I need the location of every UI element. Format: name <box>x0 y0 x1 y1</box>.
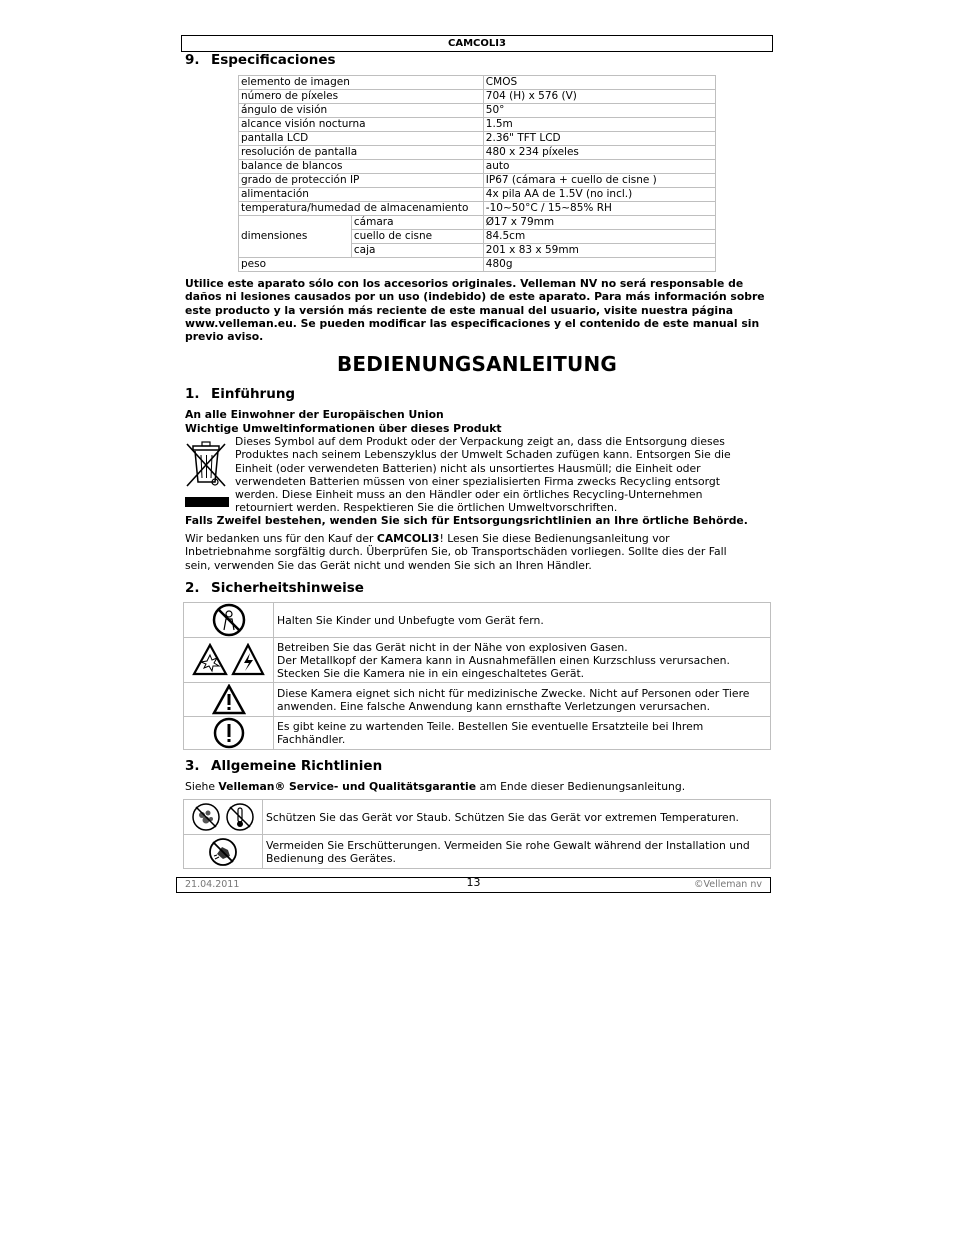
spec-value: 50° <box>483 104 715 118</box>
page-number: 13 <box>466 876 481 889</box>
dimensions-label: dimensiones <box>239 216 352 258</box>
footer-date: 21.04.2011 <box>185 879 240 890</box>
exclamation-circle-icon <box>184 717 274 750</box>
spec-table <box>238 75 716 272</box>
dimension-part: caja <box>351 244 483 258</box>
footer-copyright: ©Velleman nv <box>694 879 762 890</box>
guideline-line: Vermeiden Sie Erschütterungen. Vermeiden Sie rohe Gewalt während der Installation und <box>266 838 750 852</box>
safety-line: Halten Sie Kinder und Unbefugte vom Gerät fern. <box>277 613 544 627</box>
environment-subheading: Wichtige Umweltinformationen über dieses Produkt <box>185 422 502 435</box>
spec-value: 1.5m <box>483 118 715 132</box>
spec-label: número de píxeles <box>239 90 484 104</box>
disclaimer-line: este producto y la versión más reciente de este manual del usuario, visite nuestra página <box>185 303 734 317</box>
guideline-line: Schützen Sie das Gerät vor Staub. Schützen Sie das Gerät vor extremen Temperaturen. <box>266 810 739 824</box>
table-row <box>239 216 716 230</box>
spec-label: resolución de pantalla <box>239 146 484 160</box>
safety-table <box>183 602 771 750</box>
keep-away-from-children-icon <box>184 603 274 638</box>
disclaimer <box>185 277 775 343</box>
table-row <box>184 835 771 869</box>
eu-subheading: An alle Einwohner der Europäischen Union <box>185 408 444 421</box>
safety-line: Stecken Sie die Kamera nie in ein eingeschaltetes Gerät. <box>277 666 585 680</box>
spec-value: 2.36" TFT LCD <box>483 132 715 146</box>
table-row <box>184 683 771 717</box>
section-heading-einfuehrung <box>185 386 295 402</box>
spec-value: auto <box>483 160 715 174</box>
spec-label: balance de blancos <box>239 160 484 174</box>
spec-label: peso <box>239 258 484 272</box>
table-row <box>184 638 771 683</box>
manual-title: BEDIENUNGSANLEITUNG <box>336 352 618 376</box>
weee-line: werden. Diese Einheit muss an den Händler oder ein örtliches Recycling-Unternehmen <box>235 488 703 502</box>
section-heading-especificaciones <box>185 52 336 68</box>
table-row <box>184 603 771 638</box>
disclaimer-line: previo aviso. <box>185 330 264 344</box>
safety-text <box>274 717 771 750</box>
spec-label: alimentación <box>239 188 484 202</box>
spec-value: IP67 (cámara + cuello de cisne ) <box>483 174 715 188</box>
weee-line: Produktes nach seinem Lebenszyklus der Umwelt Schaden zufügen kann. Entsorgen Sie die <box>235 448 731 462</box>
safety-line: anwenden. Eine falsche Anwendung kann ernsthafte Verletzungen verursachen. <box>277 699 711 713</box>
thanks-text: ! Lesen Sie diese Bedienungsanleitung vor <box>439 532 670 545</box>
table-row <box>184 717 771 750</box>
safety-text <box>274 683 771 717</box>
guideline-text <box>263 800 771 835</box>
table-row <box>239 160 716 174</box>
spec-label: alcance visión nocturna <box>239 118 484 132</box>
dimension-value: 84.5cm <box>483 230 715 244</box>
dimension-value: Ø17 x 79mm <box>483 216 715 230</box>
weee-bin-icon <box>185 440 229 510</box>
safety-line: Fachhändler. <box>277 733 346 746</box>
section-title: Einführung <box>211 386 296 402</box>
guideline-text <box>263 835 771 869</box>
safety-line: Der Metallkopf der Kamera kann in Ausnahmefällen einen Kurzschluss verursachen. <box>277 653 730 667</box>
spec-value: 480g <box>483 258 715 272</box>
safety-text <box>274 603 771 638</box>
warranty-text: Siehe <box>185 780 219 793</box>
weee-text <box>235 435 775 515</box>
table-row <box>239 174 716 188</box>
spec-value: -10~50°C / 15~85% RH <box>483 202 715 216</box>
thanks-paragraph <box>185 532 775 572</box>
weee-line: verwendeten Batterien müssen von einer spezialisierten Firma zwecks Recycling entsorgt <box>235 474 720 488</box>
section-number: 3. <box>185 758 200 774</box>
dimension-value: 201 x 83 x 59mm <box>483 244 715 258</box>
thanks-line: sein, verwenden Sie das Gerät nicht und wenden Sie sich an Ihren Händler. <box>185 558 592 572</box>
weee-line: retourniert werden. Respektieren Sie die örtlichen Umweltvorschriften. <box>235 501 618 515</box>
weee-line: Dieses Symbol auf dem Produkt oder der Verpackung zeigt an, dass die Entsorgung dieses <box>235 435 725 448</box>
guideline-line: Bedienung des Gerätes. <box>266 851 396 865</box>
thanks-line <box>185 532 775 545</box>
table-row <box>239 76 716 90</box>
spec-value: 704 (H) x 576 (V) <box>483 90 715 104</box>
spec-label: elemento de imagen <box>239 76 484 90</box>
dimension-part: cuello de cisne <box>351 230 483 244</box>
thanks-line: Inbetriebnahme sorgfältig durch. Überprüfen Sie, ob Transportschäden vorliegen. Sollte dies der Fall <box>185 545 727 559</box>
spec-label: grado de protección IP <box>239 174 484 188</box>
document-header: CAMCOLI3 <box>181 35 773 52</box>
safety-line: Diese Kamera eignet sich nicht für medizinische Zwecke. Nicht auf Personen oder Tiere <box>277 686 750 700</box>
safety-line: Betreiben Sie das Gerät nicht in der Nähe von explosiven Gasen. <box>277 640 628 654</box>
safety-line: Es gibt keine zu wartenden Teile. Bestellen Sie eventuelle Ersatzteile bei Ihrem <box>277 720 704 733</box>
section-title: Especificaciones <box>211 52 336 68</box>
section-title: Allgemeine Richtlinien <box>211 758 383 774</box>
table-row <box>239 104 716 118</box>
warranty-text: am Ende dieser Bedienungsanleitung. <box>476 780 686 793</box>
table-row <box>239 202 716 216</box>
warranty-title: Velleman® Service- und Qualitätsgarantie <box>218 780 477 793</box>
spec-value: CMOS <box>483 76 715 90</box>
disclaimer-line: daños ni lesiones causados por un uso (indebido) de este aparato. Para más información sobre <box>185 290 765 304</box>
section-number: 9. <box>185 52 200 68</box>
safety-text <box>274 638 771 683</box>
section-heading-allgemeine-richtlinien <box>185 758 382 774</box>
spec-label: ángulo de visión <box>239 104 484 118</box>
section-number: 1. <box>185 386 200 402</box>
weee-line: Einheit (oder verwendeten Batterien) nicht als unsortiertes Hausmüll; die Einheit oder <box>235 461 701 475</box>
table-row <box>239 90 716 104</box>
spec-value: 480 x 234 píxeles <box>483 146 715 160</box>
section-heading-sicherheitshinweise <box>185 580 364 596</box>
table-row <box>239 118 716 132</box>
table-row <box>239 258 716 272</box>
table-row <box>184 800 771 835</box>
thanks-model: CAMCOLI3 <box>376 532 440 545</box>
dust-and-temperature-icon <box>184 800 263 835</box>
disclaimer-line: Utilice este aparato sólo con los accesorios originales. Velleman NV no será responsable de <box>185 277 744 290</box>
warning-triangle-icon <box>184 683 274 717</box>
table-row <box>239 188 716 202</box>
disclaimer-line: www.velleman.eu. Se pueden modificar las especificaciones y el contenido de este manual sin <box>185 316 760 330</box>
no-shock-icon <box>184 835 263 869</box>
warranty-reference <box>185 780 685 793</box>
table-row <box>239 132 716 146</box>
doubt-notice: Falls Zweifel bestehen, wenden Sie sich für Entsorgungsrichtlinien an Ihre örtliche Behörde. <box>185 514 748 527</box>
spec-label: pantalla LCD <box>239 132 484 146</box>
section-title: Sicherheitshinweise <box>211 580 364 596</box>
spec-label: temperatura/humedad de almacenamiento <box>239 202 484 216</box>
section-number: 2. <box>185 580 200 596</box>
dimension-part: cámara <box>351 216 483 230</box>
explosive-gas-and-high-voltage-icon <box>184 638 274 683</box>
table-row <box>239 146 716 160</box>
page-footer <box>176 877 771 893</box>
thanks-text: Wir bedanken uns für den Kauf der <box>185 532 377 545</box>
spec-value: 4x pila AA de 1.5V (no incl.) <box>483 188 715 202</box>
guidelines-table <box>183 799 771 869</box>
